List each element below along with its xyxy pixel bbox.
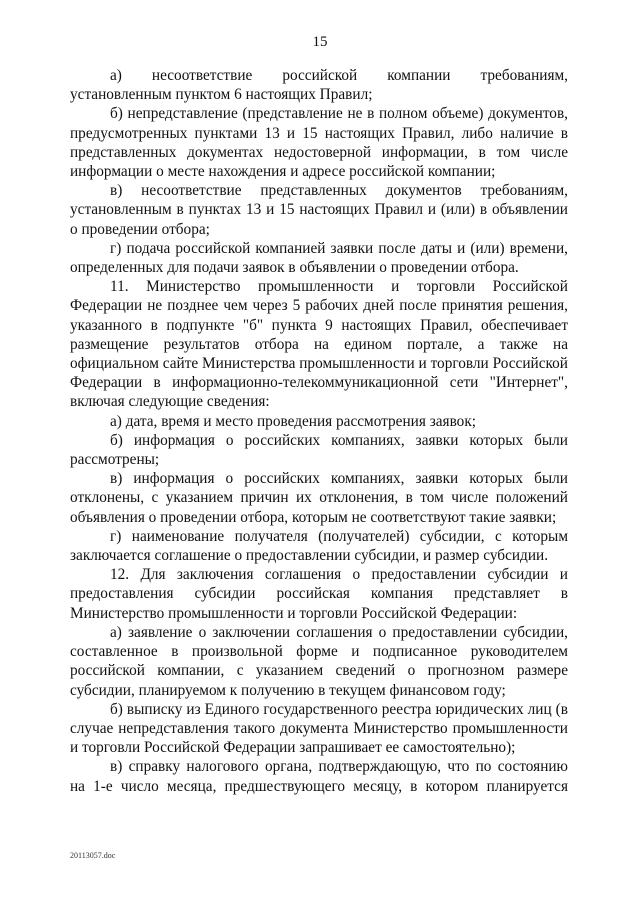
paragraph-11: 11. Министерство промышленности и торговли Российской Федерации не позднее чем через 5 рабочих дней после принятия решения, указанного в подпункте "б" пункта 9 настоящих Правил, обеспечивает размещение результатов отбора на едином портале, а также на официальном сайте Министерства промышленности и торговли Российской Федерации в информационно-телекоммуникационной сети "Интернет", включая следующие сведения: (70, 278, 568, 411)
paragraph-10b: б) непредставление (представление не в полном объеме) документов, предусмотренных пунктами 13 и 15 настоящих Правил, либо наличие в представленных документах недостоверной информации, в том числе информации о месте нахождения и адресе российской компании; (70, 105, 568, 181)
paragraph-10g: г) подача российской компанией заявки после даты и (или) времени, определенных для подачи заявок в объявлении о проведении отбора. (70, 239, 568, 277)
paragraph-11a: а) дата, время и место проведения рассмотрения заявок; (110, 412, 477, 430)
page-number: 15 (312, 34, 328, 50)
paragraph-11b: б) информация о российских компаниях, заявки которых были рассмотрены; (70, 431, 568, 469)
paragraph-10a: а) несоответствие российской компании требованиям, установленным пунктом 6 настоящих Правил; (70, 67, 568, 104)
paragraph-11g: г) наименование получателя (получателей) субсидии, с которым заключается соглашение о предоставлении субсидии, и размер субсидии. (70, 527, 568, 565)
paragraph-12a: а) заявление о заключении соглашения о предоставлении субсидии, составленное в произвольной форме и подписанное руководителем российской компании, с указанием сведений о прогнозном размере субсидии, планируемом к получению в текущем финансовом году; (70, 623, 568, 699)
paragraph-12v: в) справку налогового органа, подтверждающую, что по состоянию на 1-е число месяца, предшествующего месяцу, в котором планируется (70, 758, 568, 795)
paragraph-10v: в) несоответствие представленных документов требованиям, установленным в пунктах 13 и 15 настоящих Правил и (или) в объявлении о проведении отбора; (70, 182, 568, 238)
document-body (70, 66, 568, 796)
paragraph-12: 12. Для заключения соглашения о предоставлении субсидии и предоставления субсидии российская компания представляет в Министерство промышленности и торговли Российской Федерации: (70, 566, 568, 622)
paragraph-12b: б) выписку из Единого государственного реестра юридических лиц (в случае непредставления такого документа Министерство промышленности и торговли Российской Федерации запрашивает ее самостоятельно); (70, 700, 568, 757)
file-name-footer: 20113057.doc (70, 851, 116, 860)
paragraph-11v: в) информация о российских компаниях, заявки которых были отклонены, с указанием причин их отклонения, в том числе положений объявления о проведении отбора, которым не соответствуют такие заявки; (70, 470, 568, 526)
